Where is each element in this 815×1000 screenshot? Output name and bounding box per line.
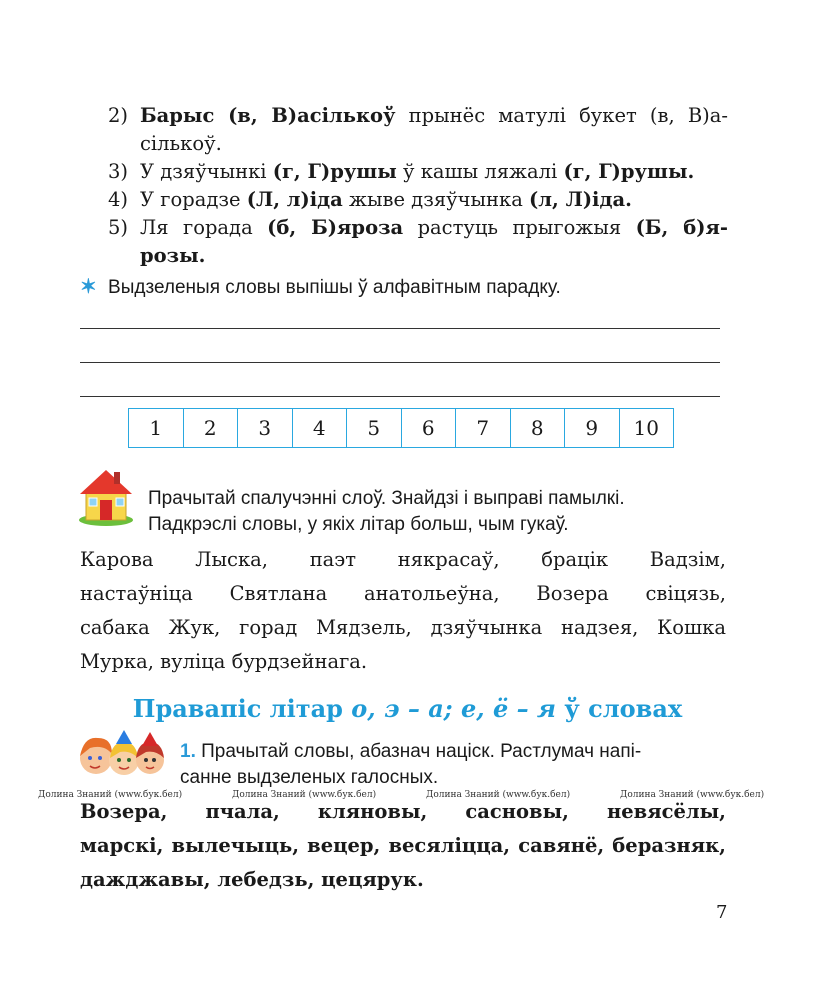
plain-text: ў кашы ляжалі [396, 160, 564, 183]
vocab-word: сасновы, [465, 800, 569, 823]
vocab-word: марскі, [80, 834, 164, 857]
phrase-word: Кошка [657, 616, 726, 639]
exercise-line [140, 102, 728, 130]
phrase-word: анатольеўна, [364, 582, 500, 605]
phrases-line [80, 616, 726, 639]
words-line [80, 800, 726, 823]
vocab-word: кляновы, [317, 800, 428, 823]
section-title [0, 694, 815, 723]
highlighted-word: Барыс (в, В)асількоў [140, 104, 396, 127]
task1-line2: санне выдзеленых галосных. [180, 767, 439, 788]
phrase-word: Святлана [229, 582, 328, 605]
exercise-number: 4) [108, 188, 129, 211]
star-task-text: Выдзеленыя словы выпішы ў алфавітным парадку. [108, 277, 561, 298]
number-cell: 6 [402, 409, 457, 447]
exercise-list [108, 102, 728, 270]
phrase-word: Карова [80, 548, 154, 571]
exercise-line [140, 186, 728, 214]
task1-line1 [180, 741, 641, 763]
exercise-line [140, 158, 728, 186]
phrase-word: паэт [309, 548, 357, 571]
plain-text: прынёс матулі букет (в, В)а- [395, 104, 728, 127]
exercise-line [140, 214, 728, 242]
highlighted-word: (г, Г)рушы [272, 160, 397, 183]
number-cell: 10 [633, 416, 659, 440]
phrase-word: някрасаў, [397, 548, 500, 571]
plain-text: растуць прыгожыя [403, 216, 636, 239]
section-title-tail: ў словах [556, 694, 683, 723]
exercise-item [108, 158, 728, 186]
number-cell: 1 [129, 409, 184, 447]
section-title-plain: Правапіс літар [132, 694, 352, 723]
writing-line[interactable] [80, 362, 720, 363]
phrases-line [80, 582, 726, 605]
phrases-line: Мурка, вуліца бурдзейнага. [80, 650, 368, 673]
vocab-word: беразняк, [612, 834, 726, 857]
plain-text: Ля горада [140, 216, 268, 239]
exercise-item [108, 186, 728, 214]
number-grid [128, 408, 674, 448]
highlighted-word: (Л, л)іда [246, 188, 343, 211]
watermark: Долина Знаний (www.бук.бел) [620, 790, 765, 800]
highlighted-word: (б, Б)яроза [267, 216, 404, 239]
highlighted-word: (Б, б)я- [635, 216, 728, 239]
phrase-word: Лыска, [195, 548, 268, 571]
exercise-item [108, 102, 728, 158]
exercise-item [108, 214, 728, 270]
number-cell: 9 [565, 409, 620, 447]
words-line: дажджавы, лебедзь, цецярук. [80, 868, 424, 891]
task1-number: 1. [180, 741, 196, 762]
watermark: Долина Знаний (www.бук.бел) [232, 790, 377, 800]
watermark: Долина Знаний (www.бук.бел) [38, 790, 183, 800]
phrase-word: свіцязь, [645, 582, 726, 605]
number-cell: 5 [347, 409, 402, 447]
phrase-word: Возера [536, 582, 609, 605]
plain-text: У дзяўчынкі [140, 160, 273, 183]
number-cell: 2 [184, 409, 239, 447]
number-cell: 3 [238, 409, 293, 447]
exercise-number: 2) [108, 104, 129, 127]
exercise-line: сількоў. [140, 132, 222, 155]
vocab-word: Возера, [80, 800, 168, 823]
phrase-word: настаўніца [80, 582, 193, 605]
phrases-line [80, 548, 726, 571]
exercise-number: 5) [108, 216, 129, 239]
writing-line[interactable] [80, 396, 720, 397]
page-number: 7 [716, 902, 728, 923]
section-title-italic: о, э – а; е, ё – я [351, 694, 557, 723]
vocab-word: савянё, [518, 834, 605, 857]
watermark: Долина Знаний (www.бук.бел) [426, 790, 571, 800]
exercise-number: 3) [108, 160, 129, 183]
phrase-word: Вадзім, [649, 548, 726, 571]
number-cell: 8 [511, 409, 566, 447]
house-icon [78, 466, 134, 530]
plain-text: У горадзе [140, 188, 247, 211]
plain-text: жыве дзяўчынка [342, 188, 530, 211]
phrase-word: дзяўчынка [430, 616, 543, 639]
exercise-line: розы. [140, 244, 206, 267]
star-icon: ✶ [80, 276, 97, 298]
house-task-line2: Падкрэслі словы, у якіх літар больш, чым гукаў. [148, 514, 569, 535]
house-task-line1: Прачытай спалучэнні слоў. Знайдзі і выправі памылкі. [148, 488, 625, 509]
writing-line[interactable] [80, 328, 720, 329]
phrase-word: сабака [80, 616, 150, 639]
number-cell: 4 [293, 409, 348, 447]
phrase-word: брацік [541, 548, 609, 571]
task1-text: Прачытай словы, абазнач націск. Растлумач напі- [201, 741, 642, 762]
vocab-word: вецер, [307, 834, 381, 857]
phrase-word: надзея, [561, 616, 639, 639]
children-icon [76, 730, 168, 788]
star-task [80, 274, 561, 299]
words-line [80, 834, 726, 857]
phrase-word: Мядзель, [316, 616, 412, 639]
highlighted-word: (г, Г)рушы. [563, 160, 695, 183]
highlighted-word: (л, Л)іда. [529, 188, 632, 211]
vocab-word: весяліцца, [388, 834, 511, 857]
vocab-word: невясёлы, [606, 800, 726, 823]
phrase-word: горад [239, 616, 298, 639]
vocab-word: пчала, [205, 800, 280, 823]
vocab-word: вылечыць, [171, 834, 300, 857]
number-cell: 7 [456, 409, 511, 447]
phrase-word: Жук, [168, 616, 221, 639]
